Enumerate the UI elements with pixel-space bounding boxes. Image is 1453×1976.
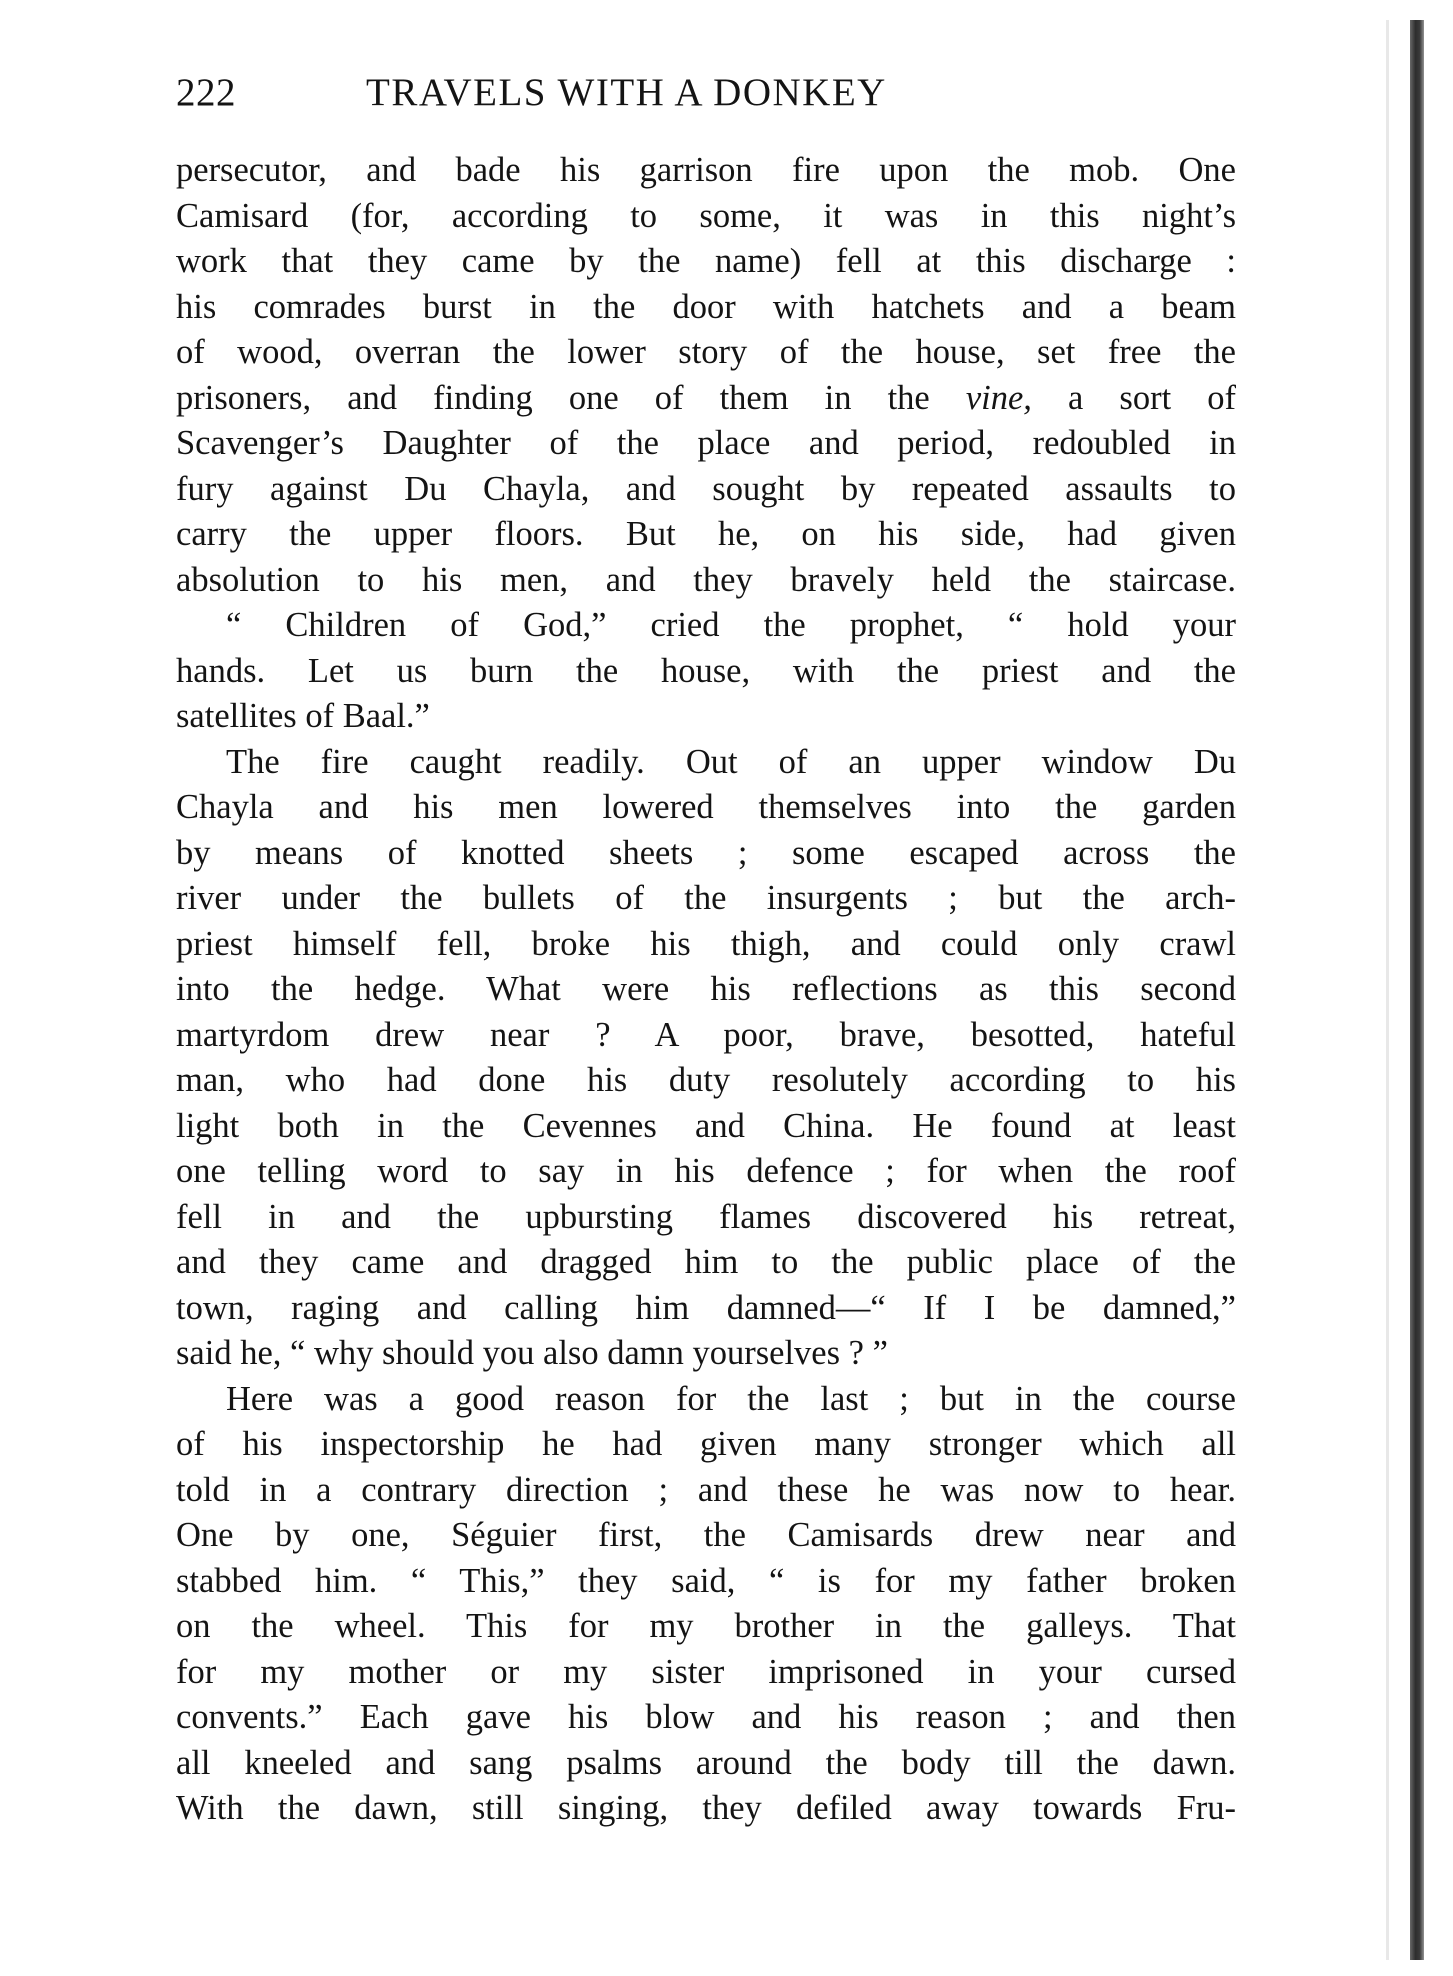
text-line: satellites of Baal.”	[176, 697, 430, 735]
text-line: for my mother or my sister imprisoned in your cursed	[176, 1652, 1236, 1691]
page-gutter-shadow	[1386, 20, 1389, 1960]
text-line: of his inspectorship he had given many stronger which all	[176, 1425, 1236, 1463]
text-line: hands. Let us burn the house, with the priest and the	[176, 651, 1236, 690]
text-line: work that they came by the name) fell at this discharge :	[176, 242, 1236, 280]
text-line: light both in the Cevennes and China. He found at least	[176, 1106, 1236, 1145]
body-text	[176, 148, 1236, 1832]
text-line: fell in and the upbursting flames discovered his retreat,	[176, 1197, 1236, 1236]
text-segment: a sort of	[1031, 378, 1236, 417]
text-line: absolution to his men, and they bravely held the staircase.	[176, 560, 1236, 599]
text-line: persecutor, and bade his garrison fire upon the mob. One	[176, 151, 1236, 189]
text-line: “ Children of God,” cried the prophet, “ hold your	[226, 606, 1236, 644]
text-line: river under the bullets of the insurgents ; but the arch-	[176, 879, 1236, 917]
text-line: on the wheel. This for my brother in the galleys. That	[176, 1607, 1236, 1645]
text-line: Camisard (for, according to some, it was in this night’s	[176, 196, 1236, 235]
italic-word: vine,	[965, 378, 1032, 417]
text-line: martyrdom drew near ? A poor, brave, besotted, hateful	[176, 1015, 1236, 1054]
text-line: carry the upper floors. But he, on his side, had given	[176, 515, 1236, 553]
text-line: and they came and dragged him to the public place of the	[176, 1243, 1236, 1281]
text-line: his comrades burst in the door with hatchets and a beam	[176, 287, 1236, 326]
text-line: convents.” Each gave his blow and his reason ; and then	[176, 1698, 1236, 1736]
text-line: man, who had done his duty resolutely according to his	[176, 1061, 1236, 1099]
text-segment: prisoners, and finding one of them in the	[176, 378, 966, 417]
text-line: by means of knotted sheets ; some escaped across the	[176, 833, 1236, 872]
text-line: of wood, overran the lower story of the house, set free the	[176, 333, 1236, 371]
text-line: all kneeled and sang psalms around the body till the dawn.	[176, 1743, 1236, 1782]
text-line: With the dawn, still singing, they defiled away towards Fru-	[176, 1789, 1236, 1827]
book-title: TRAVELS WITH A DONKEY	[366, 71, 887, 114]
text-line: told in a contrary direction ; and these he was now to hear.	[176, 1470, 1236, 1509]
text-line-with-italic	[176, 376, 1236, 422]
text-line: fury against Du Chayla, and sought by repeated assaults to	[176, 469, 1236, 508]
text-line: town, raging and calling him damned—“ If I be damned,”	[176, 1288, 1236, 1327]
text-line: Here was a good reason for the last ; but in the course	[226, 1379, 1236, 1418]
text-line: priest himself fell, broke his thigh, and could only crawl	[176, 924, 1236, 963]
page-edge	[1410, 20, 1424, 1960]
text-line: Scavenger’s Daughter of the place and period, redoubled in	[176, 424, 1236, 462]
text-line: one telling word to say in his defence ; for when the roof	[176, 1152, 1236, 1190]
text-line: into the hedge. What were his reflections as this second	[176, 970, 1236, 1008]
text-line: stabbed him. “ This,” they said, “ is for my father broken	[176, 1561, 1236, 1600]
text-line: Chayla and his men lowered themselves into the garden	[176, 788, 1236, 826]
text-line: said he, “ why should you also damn yourselves ? ”	[176, 1334, 888, 1372]
running-head	[176, 70, 1236, 122]
text-line: The fire caught readily. Out of an upper window Du	[226, 742, 1236, 781]
page-number: 222	[176, 71, 236, 114]
text-line: One by one, Séguier first, the Camisards drew near and	[176, 1516, 1236, 1554]
